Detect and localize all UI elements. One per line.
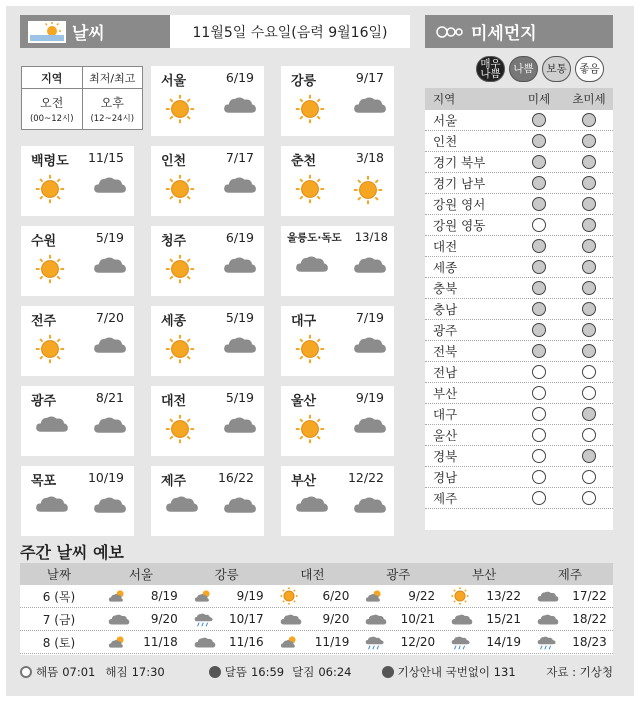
pm10-level-icon (532, 386, 546, 400)
moonset-time: 06:24 (318, 665, 352, 679)
dust-legend-normal: 보통 (542, 56, 571, 82)
city-card (151, 306, 264, 376)
pm25-level-icon (582, 323, 596, 337)
city-card (281, 146, 394, 216)
weekly-temp: 11/19 (314, 635, 350, 649)
moonrise-label: 달뜸 (224, 665, 247, 679)
city-card (281, 466, 394, 536)
pm25-level-icon (582, 134, 596, 148)
weekly-row (20, 631, 613, 654)
cloud-icon (165, 494, 199, 517)
dust-row (425, 110, 613, 131)
weekly-table (20, 563, 613, 655)
pm10-level-icon (532, 113, 546, 127)
rain-icon (194, 612, 214, 627)
city-temp: 16/22 (217, 470, 254, 485)
pm25-level-icon (582, 365, 596, 379)
weather-title: 날씨 (72, 24, 105, 44)
rain-icon (451, 635, 471, 650)
moonset-label: 달짐 (292, 665, 315, 679)
city-temp: 7/19 (355, 310, 384, 325)
sunrise-label: 해뜸 (36, 665, 59, 679)
date-label: 11월5일 수요일(음력 9월16일) (170, 15, 410, 48)
weekly-temp: 9/20 (150, 612, 178, 626)
cloud-icon (223, 415, 257, 438)
pm25-level-icon (582, 302, 596, 316)
pm10-level-icon (532, 491, 546, 505)
city-name: 울산 (291, 394, 317, 409)
city-name: 수원 (31, 234, 57, 249)
weekly-temp: 10/21 (400, 612, 436, 626)
pm25-level-icon (582, 344, 596, 358)
city-card (21, 466, 134, 536)
weekly-temp: 9/22 (408, 589, 436, 603)
source-label: 자료 : 기상청 (546, 665, 613, 679)
partly-icon (365, 589, 385, 603)
cloud-icon (353, 255, 387, 278)
city-name: 세종 (161, 314, 187, 329)
pm10-level-icon (532, 407, 546, 421)
city-name: 부산 (291, 474, 317, 489)
city-name: 강릉 (291, 74, 317, 89)
city-name: 제주 (161, 474, 187, 489)
legend-region: 지역 (22, 67, 83, 88)
cloud-icon (223, 495, 257, 518)
cloud-icon (280, 613, 302, 625)
pm10-level-icon (532, 428, 546, 442)
dust-row (425, 341, 613, 362)
legend-pm-range: (12~24시) (90, 114, 135, 124)
sun-icon (295, 174, 325, 208)
legend-minmax: 최저/최고 (89, 71, 136, 85)
city-card (281, 66, 394, 136)
dust-region: 전남 (433, 365, 458, 380)
sun-icon (280, 587, 298, 605)
dust-region: 강원 영동 (433, 218, 486, 233)
weather-header (20, 15, 410, 48)
city-card (151, 146, 264, 216)
city-name: 백령도 (31, 154, 69, 169)
weekly-city-header: 강릉 (214, 567, 239, 582)
rain-icon (537, 635, 557, 650)
dust-row (425, 131, 613, 152)
pm25-level-icon (582, 239, 596, 253)
weekly-temp: 18/23 (572, 635, 607, 649)
phone-icon (382, 666, 394, 678)
weekly-city-header: 광주 (386, 567, 411, 582)
city-temp: 7/20 (95, 310, 124, 325)
pm10-level-icon (532, 323, 546, 337)
dust-row (425, 194, 613, 215)
sun-icon (35, 174, 65, 208)
sun-icon (295, 414, 325, 448)
dust-region: 전북 (433, 344, 458, 359)
dust-region: 광주 (433, 323, 458, 338)
weekly-city-header: 대전 (300, 567, 325, 582)
cloud-icon (353, 335, 387, 358)
cloud-icon (93, 335, 127, 358)
city-temp: 6/19 (225, 230, 254, 245)
footer (20, 664, 613, 680)
dust-legend-good: 좋음 (575, 56, 604, 82)
weekly-temp: 9/20 (322, 612, 350, 626)
weekly-city-header: 서울 (128, 567, 153, 582)
pm25-level-icon (582, 281, 596, 295)
pm25-level-icon (582, 260, 596, 274)
pm10-level-icon (532, 218, 546, 232)
dust-region: 대전 (433, 239, 458, 254)
phone-info: 기상안내 국번없이 131 (397, 665, 516, 679)
cloud-icon (353, 415, 387, 438)
pm10-level-icon (532, 260, 546, 274)
weekly-city-header: 제주 (557, 567, 582, 582)
weekly-header (20, 563, 613, 585)
weekly-date: 8 (토) (42, 635, 76, 650)
cloud-icon (93, 415, 127, 438)
sunset-label: 해짐 (105, 665, 128, 679)
weekly-temp: 15/21 (486, 612, 521, 626)
dust-header-region: 지역 (433, 92, 456, 106)
dust-row (425, 320, 613, 341)
city-temp: 5/19 (225, 390, 254, 405)
dust-region: 세종 (433, 260, 458, 275)
legend-am-range: (00~12시) (29, 114, 74, 124)
city-name: 울릉도·독도 (287, 232, 342, 244)
dust-row (425, 152, 613, 173)
dust-row (425, 257, 613, 278)
cloud-icon (353, 95, 387, 118)
dust-row (425, 362, 613, 383)
city-temp: 10/19 (87, 470, 124, 485)
city-card (151, 466, 264, 536)
sun-icon (295, 334, 325, 368)
city-name: 대전 (161, 394, 187, 409)
sun-icon (165, 334, 195, 368)
pm25-level-icon (582, 428, 596, 442)
dust-region: 경기 남부 (433, 176, 486, 191)
pm10-level-icon (532, 344, 546, 358)
pm10-level-icon (532, 239, 546, 253)
weekly-header-date: 날짜 (46, 567, 72, 582)
legend-box (21, 66, 143, 130)
pm25-level-icon (582, 386, 596, 400)
partly-icon (108, 635, 128, 649)
cloud-icon (35, 494, 69, 517)
weekly-temp: 18/22 (572, 612, 607, 626)
dust-legend-bad: 나쁨 (509, 56, 538, 82)
cloud-icon (295, 494, 329, 517)
weekly-date: 6 (목) (42, 589, 76, 604)
partly-icon (194, 589, 214, 603)
cloud-icon (223, 95, 257, 118)
dust-row (425, 467, 613, 488)
city-temp: 5/19 (225, 310, 254, 325)
cloud-icon (223, 255, 257, 278)
dust-row (425, 488, 613, 509)
pm25-level-icon (582, 197, 596, 211)
weekly-temp: 9/19 (236, 589, 264, 603)
rain-icon (365, 635, 385, 650)
weekly-temp: 11/18 (143, 635, 178, 649)
dust-region: 충남 (433, 302, 458, 317)
dust-region: 대구 (433, 407, 458, 422)
pm25-level-icon (582, 176, 596, 190)
city-temp: 13/18 (354, 230, 388, 244)
city-card (21, 146, 134, 216)
cloud-icon (108, 613, 130, 625)
dust-header (425, 15, 613, 48)
dust-row (425, 278, 613, 299)
city-card (281, 386, 394, 456)
legend-am: 오전 (40, 96, 64, 110)
weekly-temp: 8/19 (150, 589, 178, 603)
pm10-level-icon (532, 470, 546, 484)
cloud-icon (93, 255, 127, 278)
city-temp: 9/19 (355, 390, 384, 405)
city-temp: 6/19 (225, 70, 254, 85)
sun-icon (35, 334, 65, 368)
city-card (21, 226, 134, 296)
city-temp: 12/22 (347, 470, 384, 485)
dust-table (425, 88, 613, 530)
sun-icon (165, 94, 195, 128)
cloud-icon (537, 613, 559, 625)
weekly-temp: 12/20 (400, 635, 436, 649)
city-temp: 8/21 (95, 390, 124, 405)
dust-row (425, 383, 613, 404)
cloud-icon (537, 590, 559, 602)
city-name: 청주 (161, 234, 187, 249)
pm25-level-icon (582, 449, 596, 463)
city-temp: 5/19 (95, 230, 124, 245)
pm25-level-icon (582, 491, 596, 505)
partly-icon (280, 635, 300, 649)
dust-row (425, 215, 613, 236)
dust-region: 인천 (433, 134, 458, 149)
sun-icon (165, 254, 195, 288)
dust-header-pm10: 미세 (527, 92, 551, 106)
pm25-level-icon (582, 218, 596, 232)
cloud-icon (223, 175, 257, 198)
cloud-icon (451, 613, 473, 625)
dust-legend-very-bad: 매우나쁨 (476, 56, 505, 82)
cloud-icon (223, 335, 257, 358)
pm10-level-icon (532, 449, 546, 463)
dust-region: 경북 (433, 449, 458, 464)
dust-row (425, 425, 613, 446)
city-name: 서울 (161, 74, 187, 89)
city-temp: 9/17 (355, 70, 384, 85)
city-card (151, 386, 264, 456)
city-card (281, 306, 394, 376)
sun-icon (353, 175, 383, 209)
dust-row (425, 299, 613, 320)
dust-row (425, 236, 613, 257)
moon-icon (209, 666, 221, 678)
dust-region: 경남 (433, 470, 458, 485)
dust-region: 제주 (433, 491, 458, 506)
dust-table-header (425, 88, 613, 110)
dust-title: 미세먼지 (471, 24, 537, 44)
weekly-temp: 17/22 (572, 589, 607, 603)
sunset-time: 17:30 (131, 665, 165, 679)
weekly-row (20, 585, 613, 608)
cloud-icon (295, 254, 329, 277)
sun-icon (35, 254, 65, 288)
city-name: 인천 (161, 154, 187, 169)
dust-legend (476, 56, 604, 82)
pm10-level-icon (532, 176, 546, 190)
sun-icon (165, 174, 195, 208)
pm10-level-icon (532, 365, 546, 379)
sunrise-icon (20, 666, 32, 678)
cloud-icon (194, 636, 216, 648)
legend-pm: 오후 (100, 96, 124, 110)
dust-region: 울산 (433, 428, 458, 443)
city-name: 목포 (31, 474, 57, 489)
city-card (21, 386, 134, 456)
pm25-level-icon (582, 407, 596, 421)
dust-logo-icon (435, 21, 465, 43)
pm10-level-icon (532, 197, 546, 211)
cloud-icon (93, 495, 127, 518)
weather-logo-icon (28, 21, 66, 43)
weekly-row (20, 608, 613, 631)
weekly-title: 주간 날씨 예보 (20, 543, 124, 562)
dust-header-pm25: 초미세 (572, 92, 606, 106)
sun-icon (165, 414, 195, 448)
moonrise-time: 16:59 (250, 665, 285, 679)
dust-region: 경기 북부 (433, 155, 486, 170)
sunrise-time: 07:01 (62, 665, 96, 679)
city-name: 대구 (291, 314, 317, 329)
weekly-temp: 11/16 (229, 635, 264, 649)
weekly-temp: 10/17 (229, 612, 264, 626)
city-name: 광주 (31, 394, 57, 409)
dust-row (425, 173, 613, 194)
cloud-icon (35, 414, 69, 437)
pm25-level-icon (582, 155, 596, 169)
pm10-level-icon (532, 281, 546, 295)
city-temp: 11/15 (87, 150, 124, 165)
dust-region: 서울 (433, 113, 458, 128)
weekly-city-header: 부산 (472, 567, 497, 582)
city-card (281, 226, 394, 296)
city-temp: 7/17 (225, 150, 254, 165)
weekly-temp: 13/22 (486, 589, 521, 603)
dust-row (425, 446, 613, 467)
pm10-level-icon (532, 134, 546, 148)
city-name: 전주 (31, 314, 57, 329)
partly-icon (108, 589, 128, 603)
dust-region: 강원 영서 (433, 197, 486, 212)
sun-icon (295, 94, 325, 128)
weekly-temp: 14/19 (486, 635, 521, 649)
pm10-level-icon (532, 155, 546, 169)
cloud-icon (365, 613, 387, 625)
city-name: 춘천 (291, 154, 317, 169)
city-temp: 3/18 (355, 150, 384, 165)
pm10-level-icon (532, 302, 546, 316)
dust-region: 부산 (433, 386, 458, 401)
dust-row (425, 404, 613, 425)
city-card (151, 66, 264, 136)
sun-icon (451, 587, 469, 605)
pm25-level-icon (582, 470, 596, 484)
city-card (151, 226, 264, 296)
pm25-level-icon (582, 113, 596, 127)
dust-region: 충북 (433, 281, 458, 296)
city-card (21, 306, 134, 376)
cloud-icon (93, 175, 127, 198)
weekly-date: 7 (금) (42, 612, 76, 627)
cloud-icon (353, 495, 387, 518)
weekly-temp: 6/20 (322, 589, 350, 603)
